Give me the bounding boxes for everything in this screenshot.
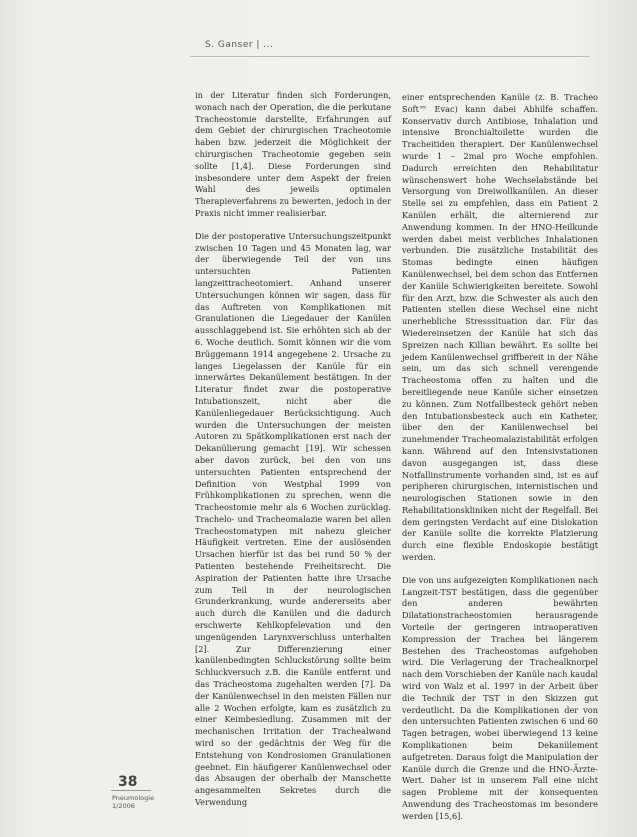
paragraph: Die von uns aufgezeigten Komplikationen nach Langzeit-TST bestätigen, dass die gegenüber den anderen bewährten Dilatationstracheostomien herausragende Vorteile der geringeren intraoperativen Kompression der Trachea bei längerem Bestehen des Tracheostomas aufgehoben wird. Die Verlagerung der Trachealknorpel nach dem Vorschieben der Kanüle nach kaudal wird von Walz et al. 1997 in der Arbeit über die Technik der TST in den Skizzen gut verdeutlicht. Da die Komplikationen der von den untersuchten Patienten zwischen 6 und 60 Tagen betragen, wobei überwiegend 13 keine Komplikationen beim Dekanülement aufgetreten. Daraus folgt die Manipulation der Kanüle durch die Grenze und die HNO-Ärzte-Wert. Daher ist in unserem Fall eine nicht sagen Probleme mit der konsequenten Anwendung des Tracheostomas im besondere werden [15,6]. xyxy=(402,574,598,821)
paragraph: einer entsprechenden Kanüle (z. B. Tracheo Soft™ Evac) kann dabei Abhilfe schaffen. Konservativ durch Antibiose, Inhalation und intensive Bronchialtoilette wurden die Tracheitiden therapiert. Der Kanülenwechsel wurde 1 – 2mal pro Woche empfohlen. Dadurch erreichten den Rehabilitatur wünschenswert hohe Wechselabstände bei Versorgung von Dreiwollkanülen. An dieser Stelle sei zu empfehlen, dass ein Patient 2 Kanülen erhält, die alternierend zur Anwendung kommen. In der HNO-Heilkunde werden dabei meist verbliches Inhalationen verbunden. Die zusätzliche Instabilität des Stomas bedingte einen häufigen Kanülenwechsel, bei dem schon das Entfernen der Kanüle Schwierigkeiten bereitete. Sowohl für den Arzt, bzw. die Schwester als auch den Patienten stellen diese Wechsel eine nicht unerhebliche Stresssituation dar. Für das Wiedereinsetzen der Kanüle hat sich das Spreizen nach Killian bewährt. Es sollte bei jedem Kanülenwechsel griffbereit in der Nähe sein, um das sich schnell verengende Tracheostoma offen zu halten und die bereitliegende neue Kanüle sicher einsetzen zu können. Zum Notfallbesteck gehört neben den Intubationsbesteck auch ein Katheter, über den der Kanülenwechsel bei zunehmender Tracheomalazistabilität erfolgen kann. Während auf den Intensivstationen davon ausgegangen ist, dass diese Notfallinstrumente vorhanden sind, ist es auf peripheren chirurgischen, internistischen und neurologischen Stationen sowie in den Rehabilitationskliniken nicht der Regelfall. Bei dem geringsten Verdacht auf eine Dislokation der Kanüle sollte die korrekte Platzierung durch eine flexible Endoskopie bestätigt werden. xyxy=(402,92,598,563)
paragraph: in der Literatur finden sich Forderungen, wonach nach der Operation, die die perkutane Tracheostomie darstellte, Erfahrungen auf dem Gebiet der chirurgischen Tracheotomie haben bzw. jederzeit die Möglichkeit der chirurgischen Tracheotomie gegeben sein sollte [1,4]. Diese Forderungen sind insbesondere unter dem Aspekt der freien Wahl des jeweils optimalen Therapieverfahrens zu bewerten, jedoch in der Praxis nicht immer realisierbar. xyxy=(195,90,391,218)
right-column xyxy=(402,92,598,834)
paragraph: Die der postoperative Untersuchungszeitpunkt zwischen 10 Tagen und 45 Monaten lag, war der überwiegende Teil der von uns untersuchten Patienten langzeittracheotomiert. Anhand unserer Untersuchungen können wir sagen, dass für das Auftreten von Komplikationen mit Granulationen die Liegedauer der Kanülen ausschlaggebend ist. Sie erhöhten sich ab der 6. Woche deutlich. Somit können wir die vom Brüggemann 1914 angegebene 2. Ursache zu langes Liegelassen der Kanüle für ein innerwärtes Dekanülement bestätigen. In der Literatur findet zwar die postoperative Intubationszeit, nicht aber die Kanülenliegedauer Berücksichtigung. Auch wurden die Untersuchungen der meisten Autoren zu Spätkomplikationen erst nach der Dekanülierung gemacht [19]. Wir schessen aber davon zurück, bei den von uns untersuchten Patienten entsprechend der Definition von Westphal 1999 von Frühkomplikationen zu sprechen, wenn die Tracheostomie mehr als 6 Wochen zurücklag. Trachelo- und Tracheomalazie waren bei allen Tracheostomatypen mit nahezu gleicher Häufigkeit vertreten. Eine der auslösenden Ursachen hierfür ist das bei rund 50 % der Patienten bestehende Freiheitsrecht. Die Aspiration der Patienten hatte ihre Ursache zum Teil in der neurologischen Grunderkrankung, wurde andererseits aber auch durch die Kanülen und die dadurch erschwerte Kehlkopfelevation und den ungenügenden Larynxverschluss unterhalten [2]. Zur Differenzierung einer kanülenbedingten Schluckstörung sollte beim Schluckversuch z.B. die Kanüle entfernt und das Tracheostoma zugehalten werden [7]. Da der Kanülenwechsel in den meisten Fällen nur alle 2 Wochen erfolgte, kam es zusätzlich zu einer Keimbesiedlung. Zusammen mit der mechanischen Irritation der Trachealwand wird so der gedächtnis der Weg für die Entstehung von Kondrosiomen Granulationen geebnet. Ein häufigerer Kanülenwechsel oder das Absaugen der oberhalb der Manschette angesammelten Sekretes durch die Verwendung xyxy=(195,230,391,808)
footer-rule xyxy=(111,790,151,791)
left-column xyxy=(195,90,391,820)
journal-info xyxy=(112,794,154,810)
running-head: S. Ganser | ... xyxy=(205,40,274,50)
header-rule xyxy=(190,56,590,57)
page-number: 38 xyxy=(118,774,138,790)
journal-issue: 1/2006 xyxy=(112,802,135,810)
journal-name: Pneumologie xyxy=(112,794,155,802)
